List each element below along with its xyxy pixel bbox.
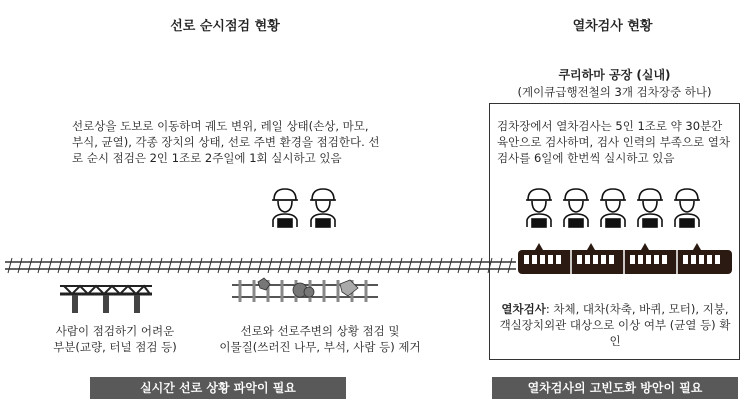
rail-tie <box>268 258 272 273</box>
rail-tie <box>498 258 502 273</box>
railway-track-with-debris-icon <box>230 276 380 306</box>
truss-bridge-icon <box>58 276 154 314</box>
rail-tie <box>368 258 372 273</box>
rail-tie <box>418 258 422 273</box>
rail-tie <box>208 258 212 273</box>
right-title: 열차검사 현황 <box>572 19 653 34</box>
track-caption-line1: 선로와 선로주변의 상황 점검 및 <box>240 324 400 338</box>
rail-tie <box>198 258 202 273</box>
worker-icons-left <box>270 186 340 228</box>
worker-icons-right <box>524 186 724 228</box>
rail-tie <box>228 258 232 273</box>
rail-tie <box>78 258 82 273</box>
rail-tie <box>428 258 432 273</box>
rail-tie <box>468 258 472 273</box>
train-icon <box>515 240 735 280</box>
rail-tie <box>318 258 322 273</box>
rail-tie <box>128 258 132 273</box>
rail-tie <box>398 258 402 273</box>
rail-tie <box>48 258 52 273</box>
rail-tie <box>108 258 112 273</box>
rail-tie <box>438 258 442 273</box>
rail-tie <box>8 258 12 273</box>
rail-tie <box>168 258 172 273</box>
left-bottom-bar: 실시간 선로 상황 파악이 필요 <box>90 377 346 399</box>
rail-tie <box>218 258 222 273</box>
inspection-label: 열차검사 <box>501 302 546 316</box>
rail-tie <box>248 258 252 273</box>
track-caption-line2: 이물질(쓰러진 나무, 부석, 사람 등) 제거 <box>219 340 421 354</box>
worker-icon <box>272 189 298 227</box>
worker-icon <box>310 189 336 227</box>
rail-tie <box>458 258 462 273</box>
rail-tie <box>408 258 412 273</box>
rail-tie <box>38 258 42 273</box>
inspection-text <box>495 301 735 349</box>
worker-icon <box>563 189 589 227</box>
rail-tie <box>308 258 312 273</box>
box-title: 쿠리하마 공장 (실내) <box>558 68 671 82</box>
rail-tie <box>338 258 342 273</box>
rail-tie <box>488 258 492 273</box>
rail-tie <box>448 258 452 273</box>
rail-tie <box>358 258 362 273</box>
rail-tie <box>188 258 192 273</box>
rail-tie <box>238 258 242 273</box>
worker-icon <box>600 189 626 227</box>
worker-icon <box>637 189 663 227</box>
rail-tie <box>348 258 352 273</box>
bridge-caption-line2: 부분(교량, 터널 점검 등) <box>53 340 177 354</box>
bridge-caption-line1: 사람이 점검하기 어려운 <box>55 324 175 338</box>
rail-tie <box>88 258 92 273</box>
rail-tie <box>118 258 122 273</box>
rail-tie <box>288 258 292 273</box>
rail-tie <box>18 258 22 273</box>
rail-tie <box>158 258 162 273</box>
rail-tie <box>148 258 152 273</box>
rail-tie <box>298 258 302 273</box>
rail-tie <box>58 258 62 273</box>
rail-tie <box>328 258 332 273</box>
worker-icon <box>526 189 552 227</box>
rail-tie <box>178 258 182 273</box>
left-description: 선로상을 도보로 이동하며 궤도 변위, 레일 상태(손상, 마모, 부식, 균열), 각종 장치의 상태, 선로 주변 환경을 점검한다. 선로 순시 점검은 2인 1조로 2주일에 1회 실시하고 있음 <box>72 119 380 165</box>
rail-tie <box>98 258 102 273</box>
right-bottom-bar: 열차검사의 고빈도화 방안이 필요 <box>492 377 738 399</box>
left-title: 선로 순시점검 현황 <box>170 19 280 34</box>
worker-icon <box>674 189 700 227</box>
rail-tie <box>258 258 262 273</box>
rail-tie <box>478 258 482 273</box>
rail-tie <box>68 258 72 273</box>
inspection-detail: : 차체, 대차(차축, 바퀴, 모터), 지붕, 객실장치외관 대상으로 이상 여부 (균열 등) 확인 <box>499 302 731 348</box>
rail-tie <box>508 258 512 273</box>
box-subtitle: (게이큐급행전철의 3개 검차장중 하나) <box>517 85 712 99</box>
right-description: 검차장에서 열차검사는 5인 1조로 약 30분간 육안으로 검사하며, 검사 인력의 부족으로 열차 검사를 6일에 한번씩 실시하고 있음 <box>497 119 731 165</box>
rail-tie <box>138 258 142 273</box>
rail-tie <box>378 258 382 273</box>
rail-tie <box>278 258 282 273</box>
rail-tie <box>388 258 392 273</box>
rail-tie <box>28 258 32 273</box>
